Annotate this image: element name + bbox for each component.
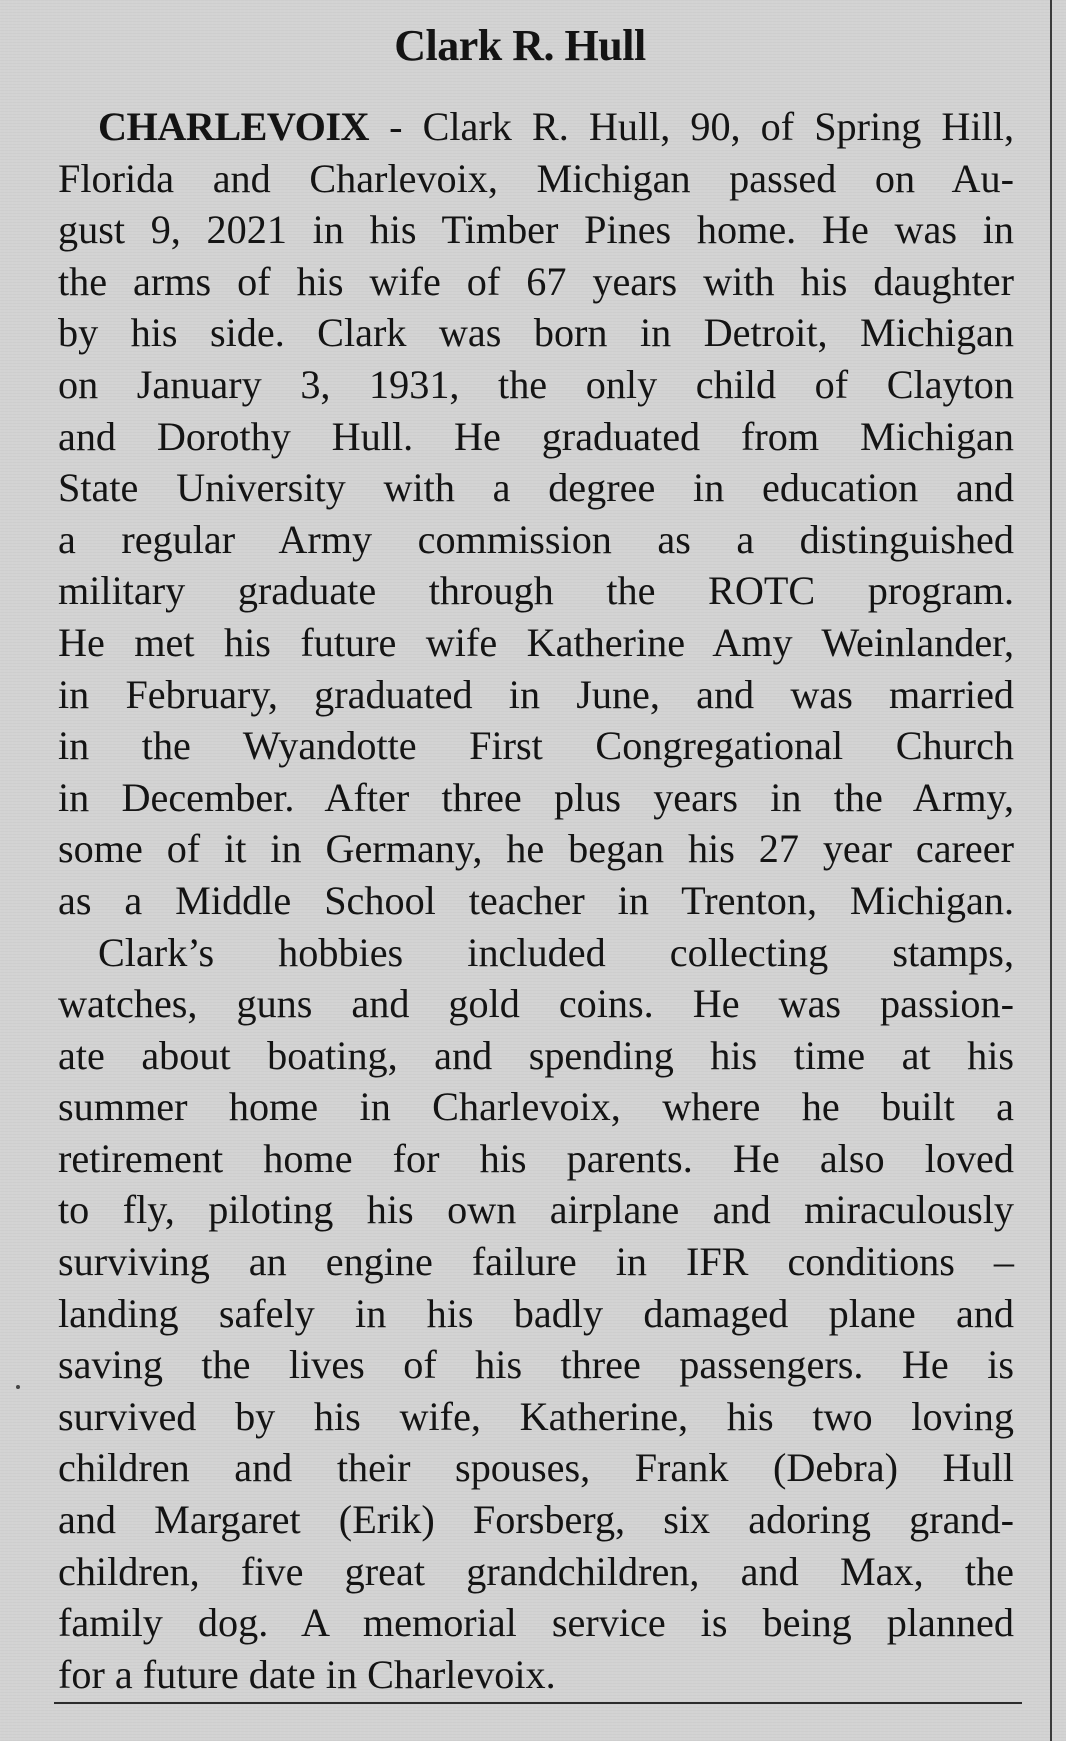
text-line: children and their spouses, Frank (Debra) Hull xyxy=(58,1445,1014,1491)
text-line: ate about boating, and spending his time at his xyxy=(58,1032,1014,1078)
text-line: He met his future wife Katherine Amy Weinlander, xyxy=(58,619,1014,665)
text-line: some of it in Germany, he began his 27 year career xyxy=(58,826,1014,872)
text-line: to fly, piloting his own airplane and miraculously xyxy=(58,1187,1014,1233)
text-line xyxy=(58,101,1014,153)
text-line: by his side. Clark was born in Detroit, Michigan xyxy=(58,310,1014,356)
text-line: in December. After three plus years in the Army, xyxy=(58,774,1014,820)
text-line: Florida and Charlevoix, Michigan passed on Au- xyxy=(58,155,1014,201)
print-speck xyxy=(16,1385,20,1389)
text-line: State University with a degree in education and xyxy=(58,465,1014,511)
text-line: saving the lives of his three passengers. He is xyxy=(58,1342,1014,1388)
text-line: surviving an engine failure in IFR conditions – xyxy=(58,1239,1014,1285)
text-line: Clark’s hobbies included collecting stamps, xyxy=(98,929,1014,975)
paragraph-1 xyxy=(58,101,1014,927)
text-line: in the Wyandotte First Congregational Church xyxy=(58,723,1014,769)
text-line: survived by his wife, Katherine, his two loving xyxy=(58,1393,1014,1439)
obituary-body xyxy=(58,101,1014,1700)
paragraph-2 xyxy=(58,927,1014,1701)
text-line: for a future date in Charlevoix. xyxy=(58,1651,556,1697)
text-line: summer home in Charlevoix, where he built a xyxy=(58,1084,1014,1130)
text-line: retirement home for his parents. He also loved xyxy=(58,1135,1014,1181)
text-line-fragment: - Clark R. Hull, 90, of Spring Hill, xyxy=(369,104,1014,149)
text-line: on January 3, 1931, the only child of Clayton xyxy=(58,361,1014,407)
text-line: in February, graduated in June, and was married xyxy=(58,671,1014,717)
text-line: military graduate through the ROTC program. xyxy=(58,568,1014,614)
dateline: CHARLEVOIX xyxy=(98,104,370,149)
text-line: watches, guns and gold coins. He was passion- xyxy=(58,981,1014,1027)
text-line: landing safely in his badly damaged plane and xyxy=(58,1290,1014,1336)
text-line: and Margaret (Erik) Forsberg, six adoring grand- xyxy=(58,1497,1014,1543)
text-line: family dog. A memorial service is being planned xyxy=(58,1600,1014,1646)
text-line: the arms of his wife of 67 years with his daughter xyxy=(58,258,1014,304)
text-line: as a Middle School teacher in Trenton, Michigan. xyxy=(58,877,1014,923)
text-line: gust 9, 2021 in his Timber Pines home. He was in xyxy=(58,207,1014,253)
obituary-headline: Clark R. Hull xyxy=(394,21,646,70)
column-rule-right xyxy=(1050,0,1052,1741)
text-line: children, five great grandchildren, and Max, the xyxy=(58,1548,1014,1594)
bottom-rule xyxy=(54,1702,1022,1704)
text-line: a regular Army commission as a distinguished xyxy=(58,516,1014,562)
text-line: and Dorothy Hull. He graduated from Michigan xyxy=(58,413,1014,459)
